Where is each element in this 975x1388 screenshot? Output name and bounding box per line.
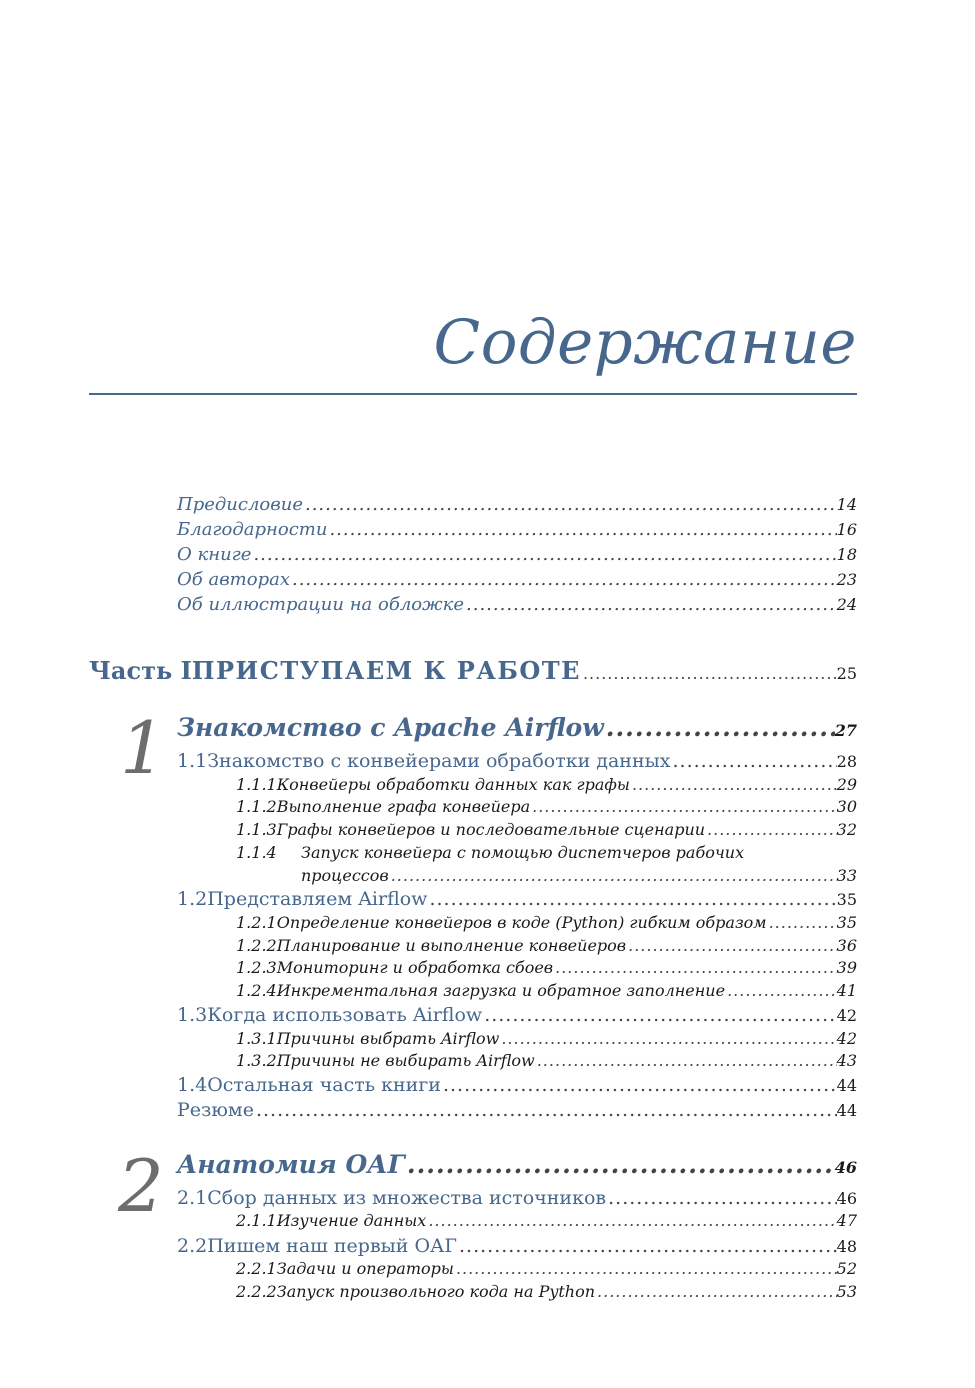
toc-page-number: 24	[836, 595, 857, 614]
dot-leader	[457, 1235, 837, 1257]
toc-entry-about-book[interactable]	[177, 544, 857, 565]
dot-leader	[535, 1051, 837, 1070]
subsection-title: Запуск произвольного кода на Python	[276, 1282, 596, 1301]
toc-page-number: 30	[836, 797, 857, 816]
toc-page-number: 35	[836, 913, 857, 932]
subsection-number: 2.2.1	[236, 1259, 277, 1278]
toc-subsection-1-1-4[interactable]	[236, 843, 744, 862]
toc-entry-acknowledgements[interactable]	[177, 519, 857, 540]
dot-leader	[630, 775, 837, 794]
section-title: Знакомство с конвейерами обработки данных	[207, 750, 671, 772]
subsection-title: Запуск конвейера с помощью диспетчеров рабочих	[301, 843, 745, 862]
section-number: 1.3	[177, 1004, 208, 1026]
subsection-title-continued: процессов	[301, 866, 389, 885]
toc-chapter-1[interactable]	[177, 713, 857, 742]
toc-page-number: 39	[836, 958, 857, 977]
toc-section-1-4[interactable]	[177, 1074, 857, 1096]
toc-subsection-2-1-1[interactable]	[236, 1211, 857, 1230]
toc-page-number: 16	[836, 520, 857, 539]
section-number: 1.1	[177, 750, 208, 772]
subsection-title: Инкрементальная загрузка и обратное заполнение	[276, 981, 726, 1000]
toc-page-number: 25	[836, 664, 857, 683]
toc-page-number: 41	[836, 981, 857, 1000]
dot-leader	[441, 1074, 837, 1096]
dot-leader	[553, 958, 837, 977]
toc-page-number: 42	[836, 1029, 857, 1048]
toc-page-number: 42	[836, 1006, 857, 1025]
toc-subsection-1-2-1[interactable]	[236, 913, 857, 932]
toc-part-1[interactable]	[89, 656, 857, 685]
subsection-number: 2.2.2	[236, 1282, 277, 1301]
toc-summary-1[interactable]	[177, 1099, 857, 1121]
part-number: Часть I	[89, 656, 192, 685]
toc-page-number: 44	[836, 1101, 857, 1120]
section-title: Представляем Airflow	[207, 888, 428, 910]
toc-page-number: 18	[836, 545, 857, 564]
section-number: 1.4	[177, 1074, 208, 1096]
dot-leader	[426, 1211, 836, 1230]
toc-subsection-1-2-3[interactable]	[236, 958, 857, 977]
toc-page-number: 27	[834, 721, 857, 740]
dot-leader	[626, 936, 837, 955]
toc-section-2-1[interactable]	[177, 1187, 857, 1209]
toc-entry-preface[interactable]	[177, 494, 857, 515]
dot-leader	[595, 1282, 837, 1301]
subsection-title: Графы конвейеров и последовательные сценарии	[276, 820, 706, 839]
toc-entry-about-authors[interactable]	[177, 569, 857, 590]
toc-entry-cover-illustration[interactable]	[177, 594, 857, 615]
toc-page-number: 43	[836, 1051, 857, 1070]
subsection-title: Конвейеры обработки данных как графы	[276, 775, 630, 794]
dot-leader	[482, 1004, 836, 1026]
part-title: ПРИСТУПАЕМ К РАБОТЕ	[191, 656, 581, 685]
section-title: Пишем наш первый ОАГ	[207, 1235, 458, 1257]
section-title: Сбор данных из множества источников	[207, 1187, 607, 1209]
toc-entry-label: Об иллюстрации на обложке	[177, 594, 464, 615]
subsection-number: 1.1.3	[236, 820, 277, 839]
subsection-title: Задачи и операторы	[276, 1259, 454, 1278]
toc-chapter-2[interactable]	[177, 1150, 857, 1179]
toc-subsection-1-3-2[interactable]	[236, 1051, 857, 1070]
section-number: 2.2	[177, 1235, 208, 1257]
toc-subsection-2-2-2[interactable]	[236, 1282, 857, 1301]
dot-leader	[327, 519, 836, 540]
section-title: Когда использовать Airflow	[207, 1004, 483, 1026]
dot-leader	[581, 664, 837, 683]
toc-page-number: 33	[836, 866, 857, 885]
toc-section-2-2[interactable]	[177, 1235, 857, 1257]
dot-leader	[405, 1150, 835, 1179]
subsection-title: Выполнение графа конвейера	[276, 797, 531, 816]
subsection-number: 1.1.4	[236, 843, 277, 862]
subsection-number: 1.2.2	[236, 936, 277, 955]
dot-leader	[604, 713, 835, 742]
chapter-number-2: 2	[118, 1144, 164, 1228]
subsection-number: 1.3.2	[236, 1051, 277, 1070]
dot-leader	[427, 888, 836, 910]
dot-leader	[303, 494, 837, 515]
subsection-number: 1.1.1	[236, 775, 277, 794]
dot-leader	[254, 1099, 837, 1121]
dot-leader	[725, 981, 837, 1000]
toc-page-number: 53	[836, 1282, 857, 1301]
page-title: Содержание	[433, 307, 857, 378]
toc-subsection-1-2-2[interactable]	[236, 936, 857, 955]
toc-entry-label: Благодарности	[177, 519, 328, 540]
dot-leader	[705, 820, 837, 839]
toc-subsection-1-3-1[interactable]	[236, 1029, 857, 1048]
toc-page-number: 44	[836, 1076, 857, 1095]
dot-leader	[499, 1029, 836, 1048]
subsection-title: Причины выбрать Airflow	[276, 1029, 500, 1048]
section-number: 1.2	[177, 888, 208, 910]
summary-title: Резюме	[177, 1099, 254, 1121]
subsection-number: 1.2.1	[236, 913, 277, 932]
toc-page-number: 28	[836, 752, 857, 771]
toc-entry-label: Об авторах	[177, 569, 290, 590]
subsection-title: Причины не выбирать Airflow	[276, 1051, 535, 1070]
title-rule	[89, 393, 857, 395]
subsection-title: Изучение данных	[276, 1211, 427, 1230]
toc-page-number: 47	[836, 1211, 857, 1230]
toc-page-number: 46	[836, 1189, 857, 1208]
toc-page-number: 48	[836, 1237, 857, 1256]
dot-leader	[290, 569, 837, 590]
toc-section-1-3[interactable]	[177, 1004, 857, 1026]
toc-subsection-2-2-1[interactable]	[236, 1259, 857, 1278]
subsection-title: Определение конвейеров в коде (Python) гибким образом	[276, 913, 767, 932]
subsection-number: 1.2.4	[236, 981, 277, 1000]
toc-page-number: 46	[834, 1158, 857, 1177]
toc-entry-label: О книге	[177, 544, 252, 565]
dot-leader	[530, 797, 837, 816]
toc-page-number: 14	[836, 495, 857, 514]
chapter-title: Анатомия ОАГ	[177, 1150, 405, 1179]
toc-page-number: 35	[836, 890, 857, 909]
section-title: Остальная часть книги	[207, 1074, 441, 1096]
toc-subsection-1-1-2[interactable]	[236, 797, 857, 816]
toc-entry-label: Предисловие	[177, 494, 303, 515]
section-number: 2.1	[177, 1187, 208, 1209]
subsection-number: 1.3.1	[236, 1029, 277, 1048]
toc-page-number: 29	[836, 775, 857, 794]
dot-leader	[251, 544, 836, 565]
dot-leader	[606, 1187, 837, 1209]
dot-leader	[454, 1259, 837, 1278]
dot-leader	[464, 594, 837, 615]
chapter-number-1: 1	[120, 706, 166, 790]
toc-page-number: 36	[836, 936, 857, 955]
subsection-number: 2.1.1	[236, 1211, 277, 1230]
toc-subsection-1-1-3[interactable]	[236, 820, 857, 839]
toc-subsection-1-1-1[interactable]	[236, 775, 857, 794]
toc-page-number: 23	[836, 570, 857, 589]
chapter-title: Знакомство с Apache Airflow	[177, 713, 604, 742]
subsection-number: 1.2.3	[236, 958, 277, 977]
subsection-number: 1.1.2	[236, 797, 277, 816]
toc-section-1-1[interactable]	[177, 750, 857, 772]
toc-subsection-1-2-4[interactable]	[236, 981, 857, 1000]
toc-page-number: 52	[836, 1259, 857, 1278]
toc-page-number: 32	[836, 820, 857, 839]
toc-subsection-1-1-4-cont[interactable]	[301, 866, 857, 885]
dot-leader	[389, 866, 837, 885]
subsection-title: Мониторинг и обработка сбоев	[276, 958, 554, 977]
dot-leader	[670, 750, 836, 772]
dot-leader	[767, 913, 837, 932]
toc-section-1-2[interactable]	[177, 888, 857, 910]
subsection-title: Планирование и выполнение конвейеров	[276, 936, 627, 955]
